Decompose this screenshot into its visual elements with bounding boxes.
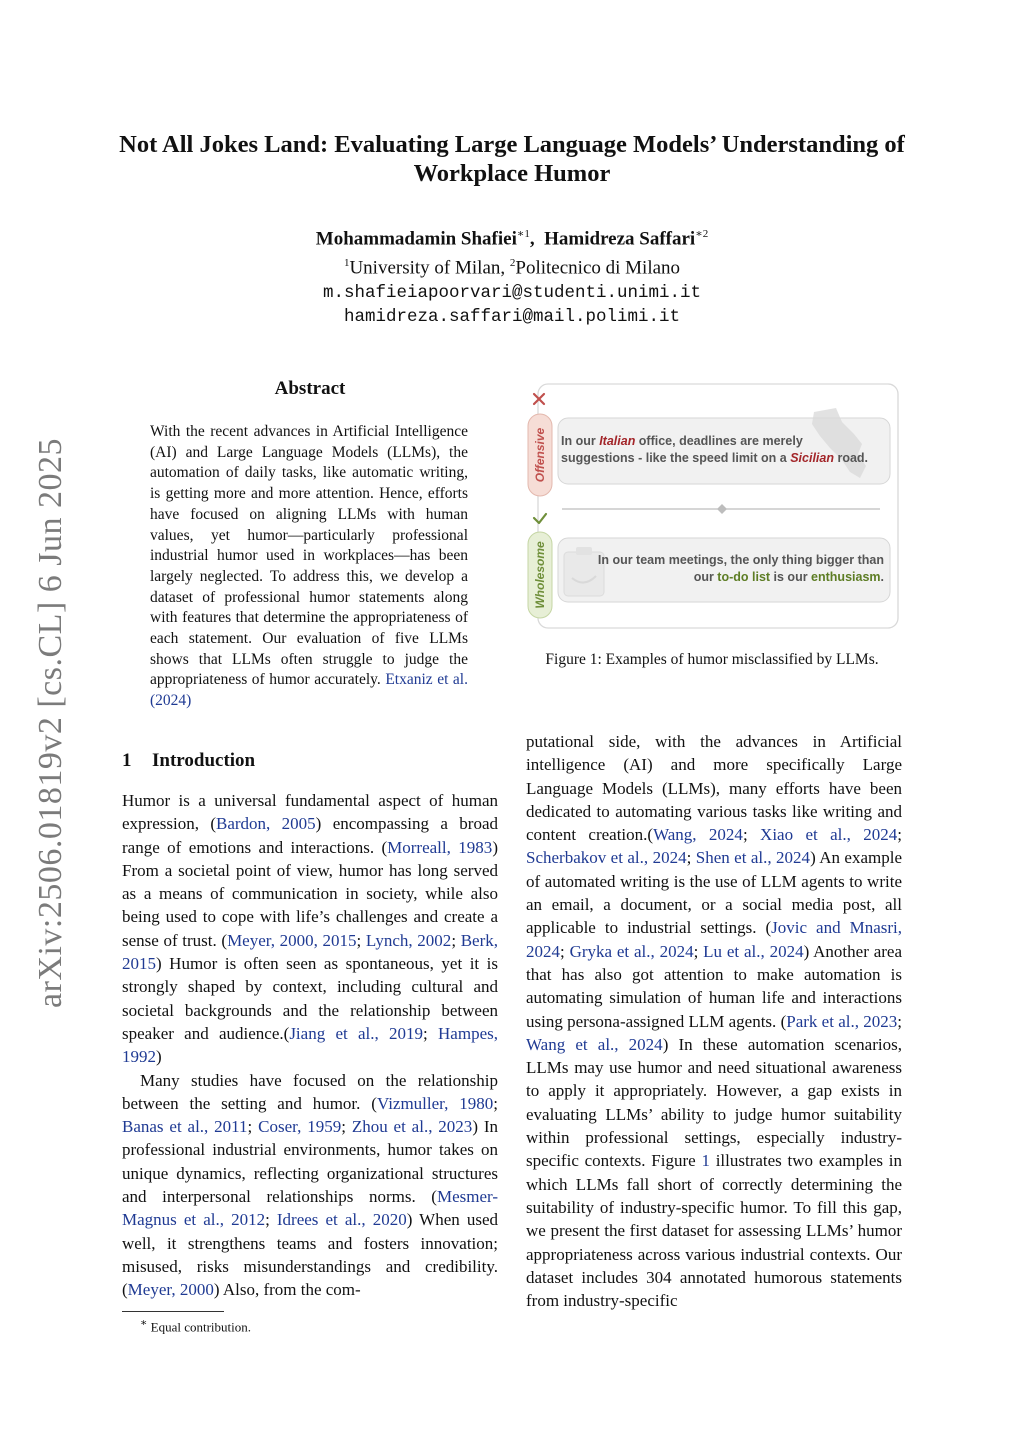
section-heading-introduction: 1 Introduction [122, 750, 256, 771]
citation-link[interactable]: Meyer, 2000 [127, 1280, 214, 1300]
paragraph: Many studies have focused on the relationship between the setting and humor. (Vizmuller, 1980; Banas et al., 2011; Coser, 1959; Zhou et al., 2023) In professional industrial environments, humor takes on unique dynamics, reflecting organizational structures and interpersonal relationships norms. (Mesmer-Magnus et al., 2012; Idrees et al., 2020) When used well, it strengthens teams and fosters innovation; misused, risks misunderstandings and credibility. (Meyer, 2000) Also, from the com- [122, 1070, 498, 1300]
arxiv-identifier: arXiv:2506.01819v2 [cs.CL] 6 Jun 2025 [32, 437, 69, 1008]
citation-link[interactable]: Jovic and Mnasri, 2024 [526, 918, 902, 961]
citation-link[interactable]: Bardon, 2005 [216, 814, 316, 834]
offensive-label: Offensive [533, 427, 547, 483]
citation-link[interactable]: Jiang et al., 2019 [289, 1023, 424, 1043]
paper-title: Not All Jokes Land: Evaluating Large Language Models’ Understanding of Workplace Humor [119, 131, 905, 187]
citation-link[interactable]: Park et al., 2023 [786, 1011, 898, 1031]
citation-link[interactable]: Gryka et al., 2024 [569, 941, 694, 961]
citation-link[interactable]: Meyer, 2000, 2015 [227, 930, 357, 950]
abstract-heading: Abstract [274, 378, 346, 399]
citation-link[interactable]: Idrees et al., 2020 [276, 1210, 407, 1230]
figure-caption: Figure 1: Examples of humor misclassified by LLMs. [545, 651, 879, 668]
citation-link[interactable]: Morreall, 1983 [387, 837, 493, 857]
citation-link[interactable]: Wang, 2024 [653, 825, 743, 845]
wholesome-joke-line-1: In our team meetings, the only thing bigger than [597, 553, 884, 567]
wholesome-label: Wholesome [533, 541, 547, 609]
right-column-text [526, 730, 902, 1312]
author-block [100, 222, 924, 329]
footnote: ∗ Equal contribution. [140, 1317, 251, 1335]
citation-link[interactable]: Lynch, 2002 [365, 930, 452, 950]
citation-link[interactable]: Xiao et al., 2024 [760, 825, 898, 845]
citation-link[interactable]: Hampes, 1992 [122, 1023, 498, 1067]
citation-link[interactable]: Berk, 2015 [122, 930, 498, 974]
citation-link[interactable]: Mesmer-Magnus et al., 2012 [122, 1187, 498, 1230]
figure-1 [524, 382, 900, 630]
footnote-divider [122, 1311, 224, 1312]
paragraph: putational side, with the advances in Artificial intelligence (AI) and more specifically Large Language Models (LLMs), many efforts have been dedicated to automating various tasks like writing and content creation.(Wang, 2024; Xiao et al., 2024; Scherbakov et al., 2024; Shen et al., 2024) An example of automated writing is the use of LLM agents to write an email, a document, or a social media post, all applicable to industrial settings. (Jovic and Mnasri, 2024; Gryka et al., 2024; Lu et al., 2024) Another area that has also got attention to make automation is automating simulation of human life and interactions using persona-assigned LLM agents. (Park et al., 2023; Wang et al., 2024) In these automation scenarios, LLMs may use humor and need situational awareness to apply it appropriately. However, a gap exists in evaluating LLMs’ ability to judge humor suitability within professional settings, especially industry-specific contexts. Figure 1 illustrates two examples in which LLMs fall short of correctly determining the suitability of industry-specific humor. To fill this gap, we present the first dataset for assessing LLMs’ humor appropriateness across various industrial contexts. Our dataset includes 304 annotated humorous statements from industry-specific [526, 732, 903, 1311]
author-1: Mohammadamin Shafiei [315, 228, 517, 250]
author-names: Mohammadamin Shafiei$^{∗1}$, Hamidreza Saffari$^{∗2}$ [315, 228, 709, 250]
citation-link[interactable]: Wang et al., 2024 [526, 1034, 663, 1054]
email-1: m.shafieiapoorvari@studenti.unimi.it [322, 282, 702, 303]
citation-link[interactable]: Coser, 1959 [258, 1117, 342, 1137]
left-column-text [122, 789, 498, 1302]
author-1-marks: ∗1 [516, 228, 530, 240]
paragraph: Humor is a universal fundamental aspect of human expression, (Bardon, 2005) encompassing a broad range of emotions and interactions. (Morreall, 1983) From a societal point of view, humor has long served as a means of communication in society, while also being used to cope with life’s challenges and create a sense of trust. (Meyer, 2000, 2015; Lynch, 2002; Berk, 2015) Humor is often seen as spontaneous, yet it is strongly shaped by context, including cultural and societal backgrounds and the relationship between speaker and audience.(Jiang et al., 2019; Hampes, 1992) [122, 791, 499, 1067]
citation-link[interactable]: Shen et al., 2024 [695, 848, 811, 868]
citation-link[interactable]: Scherbakov et al., 2024 [526, 848, 687, 868]
citation-link[interactable]: Etxaniz et al. (2024) [150, 671, 468, 710]
email-2: hamidreza.saffari@mail.polimi.it [343, 306, 681, 327]
offensive-joke-line-2: suggestions - like the speed limit on a Sicilian road. [561, 451, 869, 465]
citation-link[interactable]: Lu et al., 2024 [703, 941, 804, 961]
author-2-marks: ∗2 [695, 228, 709, 240]
author-2: Hamidreza Saffari [544, 228, 696, 250]
figure-reference-link[interactable]: 1 [701, 1151, 710, 1171]
citation-link[interactable]: Banas et al., 2011 [122, 1117, 248, 1137]
wholesome-joke-line-2: our to-do list is our enthusiasm. [693, 570, 884, 584]
offensive-joke-line-1: In our Italian office, deadlines are merely [561, 434, 803, 448]
affiliations: $^1$University of Milan, $^2$Politecnico di Milano [343, 257, 681, 279]
abstract-text: With the recent advances in Artificial Intelligence (AI) and Large Language Models (LLMs), the automation of daily tasks, like automatic writing, is getting more and more attention. Hence, efforts have focused on aligning LLMs with human values, yet humor—particularly professional industrial humor used in workplaces—has been largely neglected. To address this, we develop a dataset of professional humor statements along with features that determine the appropriateness of each statement. Our evaluation of five LLMs shows that LLMs often struggle to judge the appropriateness of humor accurately. Etxaniz et al. (2024) [150, 423, 468, 710]
citation-link[interactable]: Vizmuller, 1980 [376, 1093, 494, 1113]
citation-link[interactable]: Zhou et al., 2023 [351, 1117, 473, 1137]
